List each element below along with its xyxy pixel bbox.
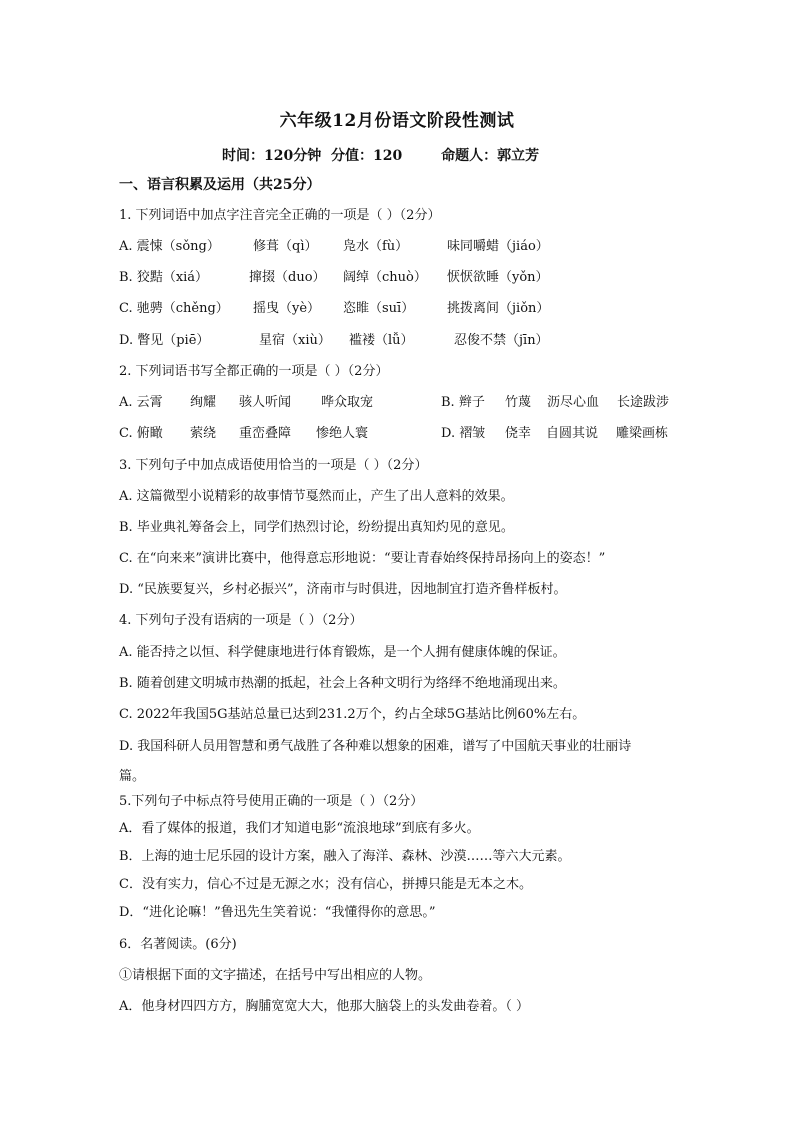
q1-option-d-4: 忍俊不禁（jīn） [454, 333, 549, 348]
q5-option-d: D．“进化论嘛！”鲁迅先生笑着说：“我懂得你的意思。” [119, 905, 436, 920]
q2-option-a-3: 骇人听闻 [239, 395, 292, 410]
q6-option-a: A．他身材四四方方，胸脯宽宽大大，他那大脑袋上的头发曲卷着。（ ） [119, 999, 530, 1014]
question-1-stem: 1. 下列词语中加点字注音完全正确的一项是（ ）（2分） [119, 208, 441, 223]
q1-option-d-1: D. 瞥见（piē） [119, 333, 210, 348]
q1-option-c-1: C. 驰骋（chěng） [119, 301, 229, 316]
q1-option-b-4: 恹恹欲睡（yǒn） [447, 270, 549, 285]
q2-option-d-3: 自圆其说 [546, 426, 599, 441]
q1-option-c-2: 摇曳（yè） [253, 301, 321, 316]
q2-option-a-2: 绚耀 [190, 395, 217, 410]
q2-option-b-3: 沥尽心血 [547, 395, 600, 410]
q1-option-a-3: 凫水（fù） [343, 239, 409, 254]
q2-option-d-4: 雕梁画栋 [616, 426, 669, 441]
q3-option-b: B. 毕业典礼筹备会上，同学们热烈讨论，纷纷提出真知灼见的意见。 [119, 520, 514, 535]
q6-subquestion-1: ①请根据下面的文字描述，在括号中写出相应的人物。 [119, 968, 432, 983]
q5-option-c: C．没有实力，信心不过是无源之水；没有信心，拼搏只能是无本之木。 [119, 877, 532, 892]
q1-option-c-4: 挑拨离间（jiǒn） [447, 301, 550, 316]
q1-option-c-3: 恣睢（suī） [343, 301, 415, 316]
q2-option-b-2: 竹蔑 [505, 395, 532, 410]
q4-option-c: C. 2022年我国5G基站总量已达到231.2万个，约占全球5G基站比例60%左右。 [119, 707, 586, 722]
q3-option-c: C. 在“向来来”演讲比赛中，他得意忘形地说：“要让青春始终保持昂扬向上的姿态！” [119, 551, 606, 566]
q3-option-a: A. 这篇微型小说精彩的故事情节戛然而止，产生了出人意料的效果。 [119, 489, 514, 504]
q5-option-a: A．看了媒体的报道，我们才知道电影“流浪地球”到底有多火。 [119, 821, 480, 836]
q5-option-b: B．上海的迪士尼乐园的设计方案，融入了海洋、森林、沙漠……等六大元素。 [119, 849, 571, 864]
q2-option-a-4: 哗众取宠 [321, 395, 374, 410]
q1-option-b-2: 撺掇（duo） [249, 270, 326, 285]
q3-option-d: D. “民族要复兴，乡村必振兴”，济南市与时俱进，因地制宜打造齐鲁样板村。 [119, 582, 567, 597]
q1-option-d-2: 星宿（xiù） [259, 333, 331, 348]
q2-option-c-2: 萦绕 [190, 426, 217, 441]
q2-option-a-1: A. 云霄 [119, 395, 163, 410]
q2-option-d-1: D. 褶皱 [441, 426, 486, 441]
q1-option-b-3: 阔绰（chuò） [343, 270, 427, 285]
q4-option-a: A. 能否持之以恒、科学健康地进行体育锻炼，是一个人拥有健康体魄的保证。 [119, 645, 566, 660]
exam-title: 六年级12月份语文阶段性测试 [279, 111, 515, 131]
exam-meta: 时间：120分钟 分值：120 命题人：郭立芳 [222, 148, 540, 164]
q2-option-d-2: 侥幸 [505, 426, 532, 441]
question-4-stem: 4. 下列句子没有语病的一项是（ ）（2分） [119, 613, 363, 628]
q2-option-c-3: 重峦叠障 [239, 426, 292, 441]
q1-option-b-1: B. 狡黠（xiá） [119, 270, 209, 285]
question-3-stem: 3. 下列句子中加点成语使用恰当的一项是（ ）（2分） [119, 458, 428, 473]
question-5-stem: 5.下列句子中标点符号使用正确的一项是（ ）（2分） [119, 794, 424, 809]
section-heading: 一、语言积累及运用（共25分） [119, 177, 321, 193]
q1-option-d-3: 褴褛（lǚ） [349, 333, 414, 348]
q4-option-b: B. 随着创建文明城市热潮的抵起，社会上各种文明行为络绎不绝地涌现出来。 [119, 676, 566, 691]
q2-option-b-1: B. 辫子 [441, 395, 485, 410]
q2-option-c-1: C. 俯瞰 [119, 426, 163, 441]
question-2-stem: 2. 下列词语书写全都正确的一项是（ ）（2分） [119, 364, 389, 379]
q1-option-a-2: 修葺（qì） [253, 239, 318, 254]
q4-option-d: D. 我国科研人员用智慧和勇气战胜了各种难以想象的困难，谱写了中国航天事业的壮丽诗 [119, 739, 632, 754]
q1-option-a-1: A. 震悚（sǒng） [119, 239, 220, 254]
q2-option-b-4: 长途跋涉 [617, 395, 670, 410]
q2-option-c-4: 惨绝人寰 [316, 426, 369, 441]
q1-option-a-4: 味同嚼蜡（jiáo） [447, 239, 549, 254]
q4-option-d-continued: 篇。 [119, 769, 146, 784]
question-6-stem: 6．名著阅读。(6分) [119, 937, 237, 952]
